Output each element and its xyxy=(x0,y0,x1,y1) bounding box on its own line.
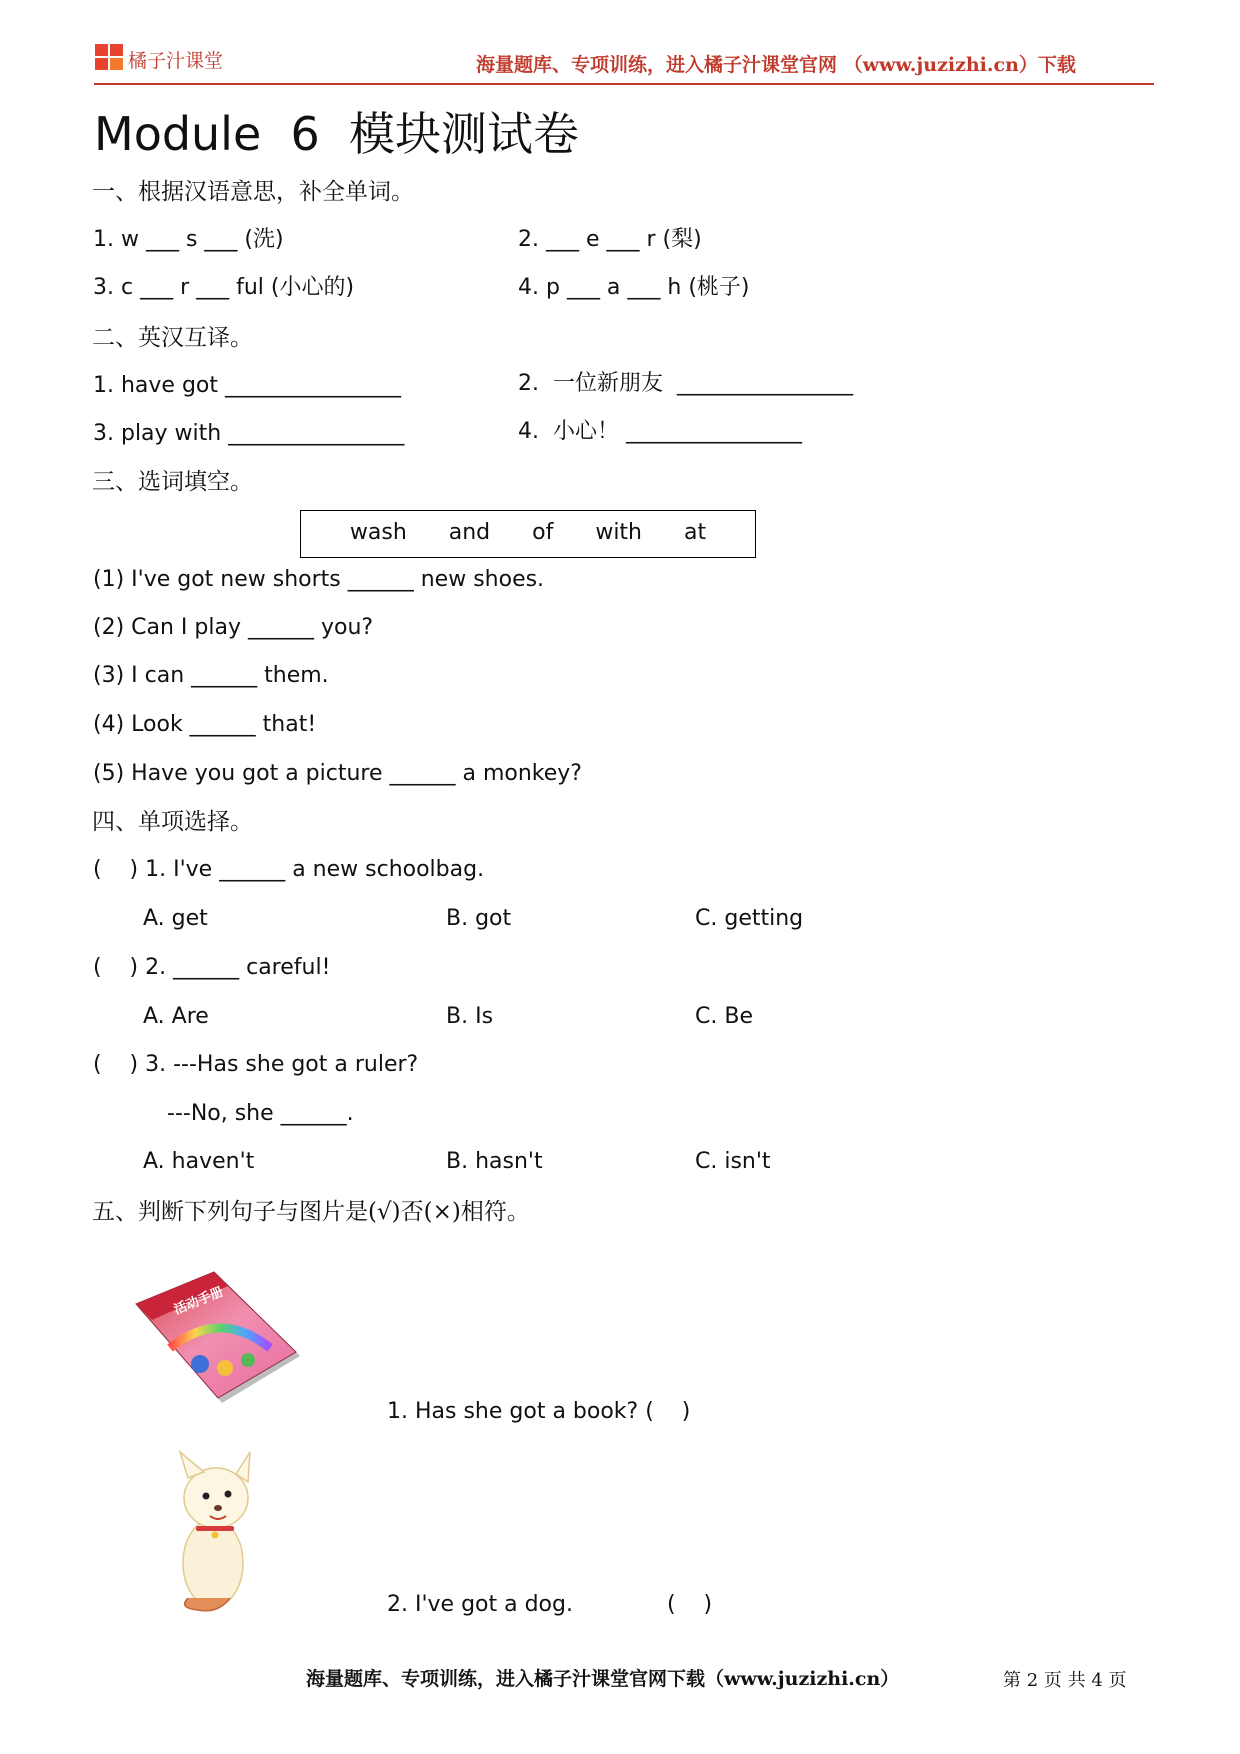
s3-question-1: (1) I've got new shorts ______ new shoes. xyxy=(93,567,545,592)
s3-question-5: (5) Have you got a picture ______ a monkey? xyxy=(93,761,582,786)
s4-q2-option-c: C. Be xyxy=(695,1004,753,1029)
book-image xyxy=(130,1268,305,1413)
s1-question-2: 2. ___ e ___ r (梨) xyxy=(518,227,702,252)
s5-question-2-answer: ( ) xyxy=(667,1592,713,1617)
s4-q1-option-c: C. getting xyxy=(695,906,804,931)
s4-q1-option-b: B. got xyxy=(446,906,512,931)
s4-q2-option-a: A. Are xyxy=(143,1004,209,1029)
s2-question-1: 1. have got ________________ xyxy=(93,373,401,398)
logo-text: 橘子汁课堂 xyxy=(128,50,224,72)
s2-question-2: 2. 一位新朋友 ________________ xyxy=(518,371,853,396)
footer-text[interactable]: 海量题库、专项训练，进入橘子汁课堂官网下载（www.juzizhi.cn） xyxy=(306,1668,900,1690)
word-bank-box xyxy=(300,510,756,558)
s1-question-1: 1. w ___ s ___ (洗) xyxy=(93,227,284,252)
s3-question-4: (4) Look ______ that! xyxy=(93,712,317,737)
s4-question-3-stem: ( ) 3. ---Has she got a ruler? xyxy=(93,1052,419,1077)
book-cover-text: 活动手册 xyxy=(171,1284,226,1319)
section-5-heading: 五、判断下列句子与图片是(√)否(×)相符。 xyxy=(92,1199,530,1225)
s4-q1-option-a: A. get xyxy=(143,906,208,931)
s1-question-4: 4. p ___ a ___ h (桃子) xyxy=(518,275,750,300)
word-bank-text: wash and of with at xyxy=(349,520,707,545)
s5-question-2: 2. I've got a dog. xyxy=(387,1592,573,1617)
page-title: Module 6 模块测试卷 xyxy=(94,107,580,161)
s2-question-3: 3. play with ________________ xyxy=(93,421,405,446)
header-divider xyxy=(94,83,1154,85)
page-number: 第 2 页 共 4 页 xyxy=(1003,1670,1127,1691)
section-1-heading: 一、根据汉语意思，补全单词。 xyxy=(92,179,414,205)
logo-icon xyxy=(95,44,125,72)
s4-q3-option-c: C. isn't xyxy=(695,1149,771,1174)
s3-question-3: (3) I can ______ them. xyxy=(93,663,329,688)
s4-question-3-stem2: ---No, she ______. xyxy=(167,1101,354,1126)
s4-q2-option-b: B. Is xyxy=(446,1004,494,1029)
section-3-heading: 三、选词填空。 xyxy=(92,469,253,495)
section-2-heading: 二、英汉互译。 xyxy=(92,325,253,351)
s4-q3-option-b: B. hasn't xyxy=(446,1149,543,1174)
s4-q3-option-a: A. haven't xyxy=(143,1149,255,1174)
header-link-text[interactable]: 海量题库、专项训练，进入橘子汁课堂官网 （www.juzizhi.cn）下载 xyxy=(476,54,1076,76)
s2-question-4: 4. 小心！ ________________ xyxy=(518,419,802,444)
dog-image xyxy=(158,1448,268,1616)
section-4-heading: 四、单项选择。 xyxy=(92,809,253,835)
s4-question-2-stem: ( ) 2. ______ careful! xyxy=(93,955,331,980)
s5-question-1: 1. Has she got a book? ( ) xyxy=(387,1399,691,1424)
s3-question-2: (2) Can I play ______ you? xyxy=(93,615,374,640)
s4-question-1-stem: ( ) 1. I've ______ a new schoolbag. xyxy=(93,857,485,882)
s1-question-3: 3. c ___ r ___ ful (小心的) xyxy=(93,275,355,300)
